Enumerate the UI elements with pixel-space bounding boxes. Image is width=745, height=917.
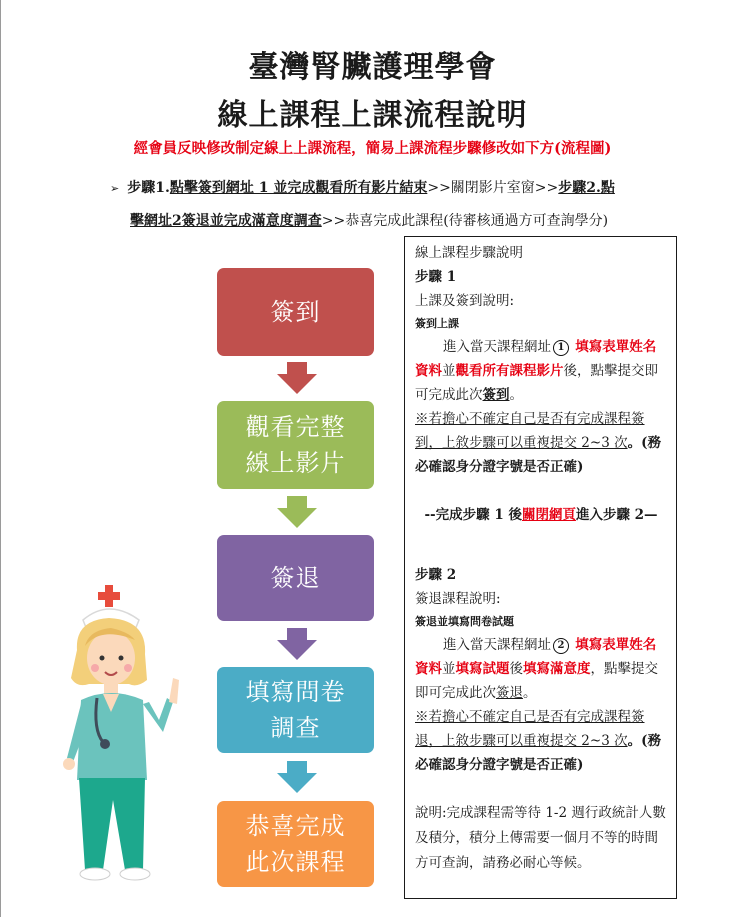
- panel-step2-note: [415, 705, 667, 777]
- panel-step1-note-emphasis: 。(務必確認身分證字號是否正確): [415, 435, 661, 475]
- panel-step1-text-e: 後，點擊提交即可完成此次: [415, 363, 658, 403]
- panel-step1-title: 步驟 1: [415, 269, 457, 285]
- nurse-illustration: [55, 580, 195, 900]
- panel-step1-note-text: ※若擔心不確定自己是否有完成課程簽到，上敘步驟可以重複提交 2~3 次: [415, 411, 645, 451]
- panel-transition-a: --完成步驟 1 後: [424, 507, 522, 523]
- circled-number-icon: 2: [553, 638, 569, 654]
- flow-box-signin-label: 簽到: [270, 298, 321, 326]
- panel-step1-text-c: 並: [442, 363, 456, 379]
- step2-instruction-start: 點: [600, 180, 615, 196]
- panel-transition-c: 進入步驟 2—: [575, 507, 658, 523]
- page-title: 臺灣腎臟護理學會: [248, 50, 497, 85]
- flow-arrow-2-icon: [277, 496, 317, 528]
- close-window-text: >>關閉影片室窗>>: [427, 180, 559, 196]
- panel-step2-title: 步驟 2: [415, 567, 457, 583]
- flow-box-survey: [217, 667, 374, 753]
- panel-footer-note: 說明:完成課程需等待 1-2 週行政統計人數及積分，積分上傳需要一個月不等的時間方可查詢，請務必耐心等候。: [415, 805, 666, 871]
- flow-arrow-1-icon: [277, 362, 317, 394]
- flow-box-complete-line2: 此次課程: [245, 848, 346, 876]
- step2-label: 步驟2.: [558, 180, 601, 196]
- panel-step2-note-emphasis: 。(務必確認身分證字號是否正確): [415, 733, 661, 773]
- completion-text: >>恭喜完成此課程(待審核通過方可查詢學分): [321, 213, 609, 229]
- panel-step2-label: 簽退並填寫問卷試題: [415, 615, 514, 628]
- instructions-panel: [404, 236, 677, 899]
- panel-step2-subtitle: 簽退課程說明:: [415, 591, 501, 607]
- panel-step2-text-b: 填寫表單姓名資料: [415, 637, 657, 677]
- spacer: [415, 777, 667, 801]
- flow-box-watch-video: [217, 401, 374, 489]
- flow-box-watch-line1: 觀看完整: [245, 413, 346, 441]
- panel-step2-text-g: ，點擊提交即可完成此次: [415, 661, 658, 701]
- panel-step2-text-c: 並: [442, 661, 456, 677]
- panel-step2-body: [415, 633, 667, 705]
- circled-number-icon: 1: [553, 340, 569, 356]
- flow-box-complete: [217, 801, 374, 887]
- flow-box-survey-line1: 填寫問卷: [245, 678, 346, 706]
- panel-step2-text-i: 。: [523, 685, 537, 701]
- flow-arrow-3-icon: [277, 628, 317, 660]
- panel-heading: 線上課程步驟說明: [415, 245, 523, 261]
- steps-summary: [110, 172, 670, 237]
- panel-step2-text-h: 簽退: [496, 685, 523, 701]
- panel-step2-text-d: 填寫試題: [455, 661, 510, 677]
- panel-step1-text-d: 觀看所有課程影片: [455, 363, 564, 379]
- panel-step1-text-f: 簽到: [482, 387, 510, 403]
- panel-transition-b: 關閉網頁: [521, 507, 576, 523]
- panel-step1-body: [415, 335, 667, 407]
- panel-step1-text-g: 。: [509, 387, 523, 403]
- flow-box-survey-line2: 調查: [270, 714, 321, 742]
- step1-label: 步驟1.: [127, 180, 170, 196]
- flow-arrow-4-icon: [277, 761, 317, 793]
- panel-step1-text-b: 填寫表單姓名資料: [415, 339, 657, 379]
- panel-step2-note-text: ※若擔心不確定自己是否有完成課程簽退，上敘步驟可以重複提交 2~3 次: [415, 709, 645, 749]
- spacer: [415, 479, 667, 503]
- panel-step1-note: [415, 407, 667, 479]
- step1-instruction: 點擊簽到網址 1 並完成觀看所有影片結束: [169, 180, 428, 196]
- panel-transition: [415, 503, 667, 527]
- panel-step2-text-f: 填寫滿意度: [523, 661, 591, 677]
- flow-box-signout-label: 簽退: [270, 564, 321, 592]
- panel-step1-label: 簽到上課: [415, 317, 459, 330]
- bullet-arrow-icon: ➢: [110, 182, 120, 195]
- flow-box-watch-line2: 線上影片: [245, 449, 346, 477]
- page-subtitle-heading: 線上課程上課流程說明: [217, 98, 528, 133]
- notice-text: 經會員反映修改制定線上上課流程，簡易上課流程步驟修改如下方(流程圖): [133, 140, 612, 157]
- step2-instruction: 擊網址2簽退並完成滿意度調查: [130, 213, 322, 229]
- panel-step2-text-e: 後: [509, 661, 523, 677]
- panel-step1-text-a: 進入當天課程網址: [443, 339, 551, 355]
- flow-box-complete-line1: 恭喜完成: [245, 812, 346, 840]
- panel-step1-subtitle: 上課及簽到說明:: [415, 293, 515, 309]
- flow-box-signout: [217, 535, 374, 621]
- flow-box-signin: [217, 268, 374, 356]
- spacer: [415, 527, 667, 563]
- panel-step2-text-a: 進入當天課程網址: [443, 637, 551, 653]
